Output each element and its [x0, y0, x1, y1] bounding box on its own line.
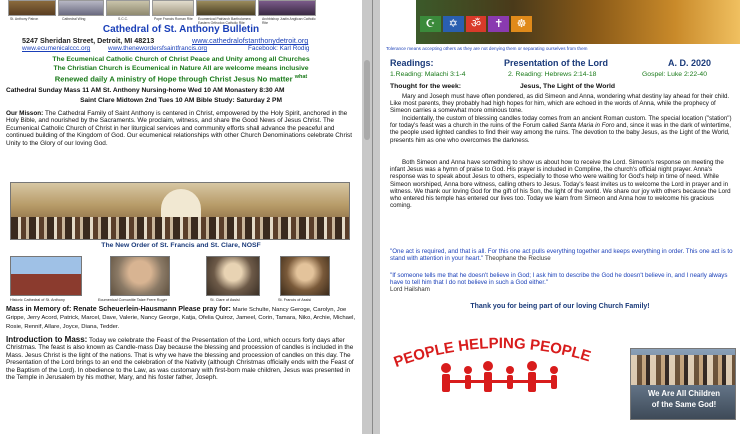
people-figures-icon — [441, 361, 558, 392]
memory-names: Marie Schulte, Nancy Geroge, Carolyn, Joe Grippe, Jerry Acord, Patrick, Marcel, Dave, Valerie, Nancy George, Katja, Ofelia Quiroz, Jameel, Corin, Tamara, Niko, Archie, Michael, Rosie, Rennif, Allare, Joyce, Diana, Tedder. — [6, 307, 356, 330]
people-helping-people-art — [386, 318, 616, 404]
poster-line-1: We Are All Children — [647, 389, 721, 398]
crescent-icon: ☪ — [420, 16, 441, 32]
feast-title: Presentation of the Lord — [504, 58, 609, 68]
photo-st-anthony — [8, 0, 56, 16]
schedule-line-2: Saint Clare Midtown 2nd Tues 10 AM Bible Study: Saturday 2 PM — [80, 97, 282, 104]
thought-label: Thought for the week: — [390, 83, 461, 90]
thank-you-line: Thank you for being part of our loving Church Family! — [470, 303, 650, 310]
photo-cathedral-wing — [58, 0, 104, 16]
caption-historic-cathedral: Historic Cathedral of St. Anthony — [10, 298, 65, 302]
poster-line-2: of the Same God! — [651, 400, 717, 409]
gospel-reading: Gospel: Luke 2:22-40 — [642, 71, 707, 78]
children-faces — [631, 355, 736, 385]
caption-pope: Pope Francis Roman Rite — [154, 17, 193, 21]
group-people — [11, 217, 350, 239]
gutter-divider — [372, 0, 373, 434]
thought-paragraph-1: Mary and Joseph must have often pondered, as did Simeon and Anna, wondering what destiny lay ahead for their child. Like most parents, they probably had high hopes for him, which are echoed in the words of Anna, while the prophecy of Simeon carries a somewhat more ominous tone. — [390, 93, 730, 115]
quote-2-author: Lord Hailsham — [390, 286, 430, 294]
motto-line-3-main: Renewed daily A ministry of Hope through Christ Jesus No matter — [54, 74, 295, 84]
quote-hailsham — [390, 272, 734, 294]
readings-label: Readings: — [390, 58, 434, 68]
tolerance-banner — [416, 0, 740, 44]
photo-st-francis — [280, 256, 330, 296]
website-cathedral-link[interactable]: www.cathedralofstanthonydetroit.org — [192, 36, 309, 45]
mission-label: Our Misson: — [6, 110, 44, 117]
photo-frere-roger — [110, 256, 170, 296]
p2-end: and, since it was in the dark of wintertime, the people used lighted candles to find their way among the ruins. The devotion to the baby Jesus, as the Light of the World, presents him as one who overcomes the darkness. — [390, 122, 731, 144]
quote-theophane — [390, 248, 734, 262]
quote-2-text: "If someone tells me that he doesn't believe in God; I ask him to describe the God he doesn't believe in, and I nearly always have to tell him that I do not believe in such a God either." — [390, 272, 728, 287]
p2-church-name: Santa Maria in Foro — [560, 122, 615, 130]
motto-line-3-end: what — [294, 74, 308, 80]
religious-symbols-row — [420, 16, 532, 32]
schedule-line-1: Cathedral Sunday Mass 11 AM St. Anthony Nursing-home Wed 10 AM Monastery 8:30 AM — [6, 87, 285, 94]
photo-pope-francis — [152, 0, 194, 16]
caption-frere-roger: Ecumenical Comunitie Taize Frere Roger — [98, 298, 168, 302]
photo-st-clare — [206, 256, 260, 296]
mission-text: The Cathedral Family of Saint Anthony is centered in Christ, empowered by the Holy Spirit, anchored in the Holy Bible, and nourished by the Sacraments. We proclaim, witness, and share the Good News of Jesus Christ. The Ecumenical Catholic Church of Christ in her liturgical services and community efforts shall advance the peaceful and continued building of the Kingdom of God. Our ecumenical relationships with other Church Denominations celebrate Christ Unity to the Glory of our loving God. — [6, 110, 352, 147]
header-photo-strip — [8, 0, 348, 25]
left-page — [0, 0, 362, 434]
church-address: 5247 Sheridan Street, Detroit, MI 48213 — [22, 36, 155, 45]
new-order-group-photo — [10, 182, 350, 240]
website-neworder-link[interactable]: www.thenewordersfsaintfrancis.org — [108, 45, 208, 52]
star-of-david-icon: ✡ — [443, 16, 464, 32]
same-god-poster — [630, 348, 736, 420]
photo-patriarch — [196, 0, 256, 16]
cross-icon: ✝ — [488, 16, 509, 32]
thought-title: Jesus, The Light of the World — [520, 83, 616, 90]
caption-st-francis: St. Francis of Assisi — [278, 298, 312, 302]
scroll-thumb[interactable] — [364, 60, 370, 140]
year-label: A. D. 2020 — [668, 58, 712, 68]
dharma-wheel-icon: ☸ — [511, 16, 532, 32]
caption-st-clare: St. Clare of Assisi — [210, 298, 240, 302]
caption-st-anthony: St. Anthony Patron — [10, 17, 39, 21]
mission-paragraph — [6, 110, 356, 147]
people-helping-people-logo — [386, 318, 616, 404]
motto-line-3 — [0, 74, 362, 84]
om-icon: ॐ — [466, 16, 487, 32]
intro-text: Today we celebrate the Feast of the Presentation of the Lord, which occurs forty days after Christmas. The feast is also known as Candle-mass Day because the blessing and procession of candles is included in the Mass. Jesus Christ is the light of the nations. That is why we have the blessing and procession of candles on this day. The Presentation of the Lord brings to an end the celebration of the Nativity (although Christmas officially ends with the Feast of the Baptism of the Lord). In obedience to the Law, as was customary with first-born male children, Jesus was presented in the Temple in Jerusalem by his mother, Mary, and his foster father, Joseph. — [6, 337, 354, 382]
photo-scc — [106, 0, 150, 16]
thought-paragraph-3: Both Simeon and Anna have something to show us about how to receive the Lord. Simeon's response on meeting the infant Jesus was a hymn of praise to God. His prayer is included in Compline, the church's official night prayer. Anna's response was to speak about Jesus to others, especially to those who were waiting for God's help in time of need. While Simeon worshiped, Anna bore witness, calling others to Jesus. Today's feast invites us to welcome the Lord in prayer and in witness. We thank our loving God for the gift of his Son, the light of the world. We share our joy with others because the Lord who entered his temple has entered our lives too. Today we learn from Simeon and Anna how to welcome his gracious coming. — [390, 159, 731, 210]
vertical-scrollbar[interactable] — [363, 0, 371, 434]
banner-caption: Tolerance means accepting others as they are not denying them or separating ourselves from them — [386, 46, 588, 51]
caption-scc: S.C.C. — [118, 17, 128, 21]
motto-line-1: The Ecumenical Catholic Church of Christ Peace and Unity among all Churches — [52, 56, 310, 63]
reading-2: 2. Reading: Hebrews 2:14-18 — [508, 71, 597, 78]
bulletin-title: Cathedral of St. Anthony Bulletin — [102, 24, 260, 35]
caption-archbishop: Archbishop Justin Anglican Catholic Rite — [262, 17, 316, 25]
new-order-caption: The New Order of St. Francis and St. Clare, NOSF — [101, 242, 261, 249]
reading-1: 1.Reading: Malachi 3:1-4 — [390, 71, 466, 78]
intro-label: Introduction to Mass: — [6, 335, 88, 344]
right-page — [380, 0, 740, 434]
memory-paragraph — [6, 306, 356, 331]
motto-line-2: The Christian Church is Ecumenical in Nature All are welcome means inclusive — [53, 65, 309, 72]
caption-patriarch: Ecumenical Patriarch Bartholomew Eastern Orthodox Catholic Rite — [198, 17, 251, 25]
intro-paragraph — [6, 336, 356, 381]
memory-label: Mass in Memory of: Renate Scheuerlein-Hausmann Please pray for: — [6, 306, 231, 313]
website-ecumenical-link[interactable]: www.ecumenicalccc.org — [22, 45, 91, 52]
quote-1-author: Theophane the Recluse — [484, 255, 551, 263]
quote-1-text: "One act is required, and that is all. For this one act pulls everything together and keeps everything in order. This one act is to stand with attention in your heart." — [390, 248, 733, 263]
photo-archbishop — [258, 0, 316, 16]
logo-text-path: PEOPLE HELPING PEOPLE — [391, 334, 593, 372]
thought-paragraph-2 — [390, 115, 734, 144]
facebook-text: Facebook: Karl Rodig — [248, 45, 310, 52]
photo-historic-cathedral — [10, 256, 82, 296]
p2-start: Incidentally, the custom of blessing candles today comes from an ancient Roman custom. The special location ("station") for today's feast was a church in the ruins of the Forum called — [390, 115, 732, 130]
altar-arch — [161, 189, 201, 219]
caption-cathedral-wing: Cathedral Wing — [62, 17, 86, 21]
